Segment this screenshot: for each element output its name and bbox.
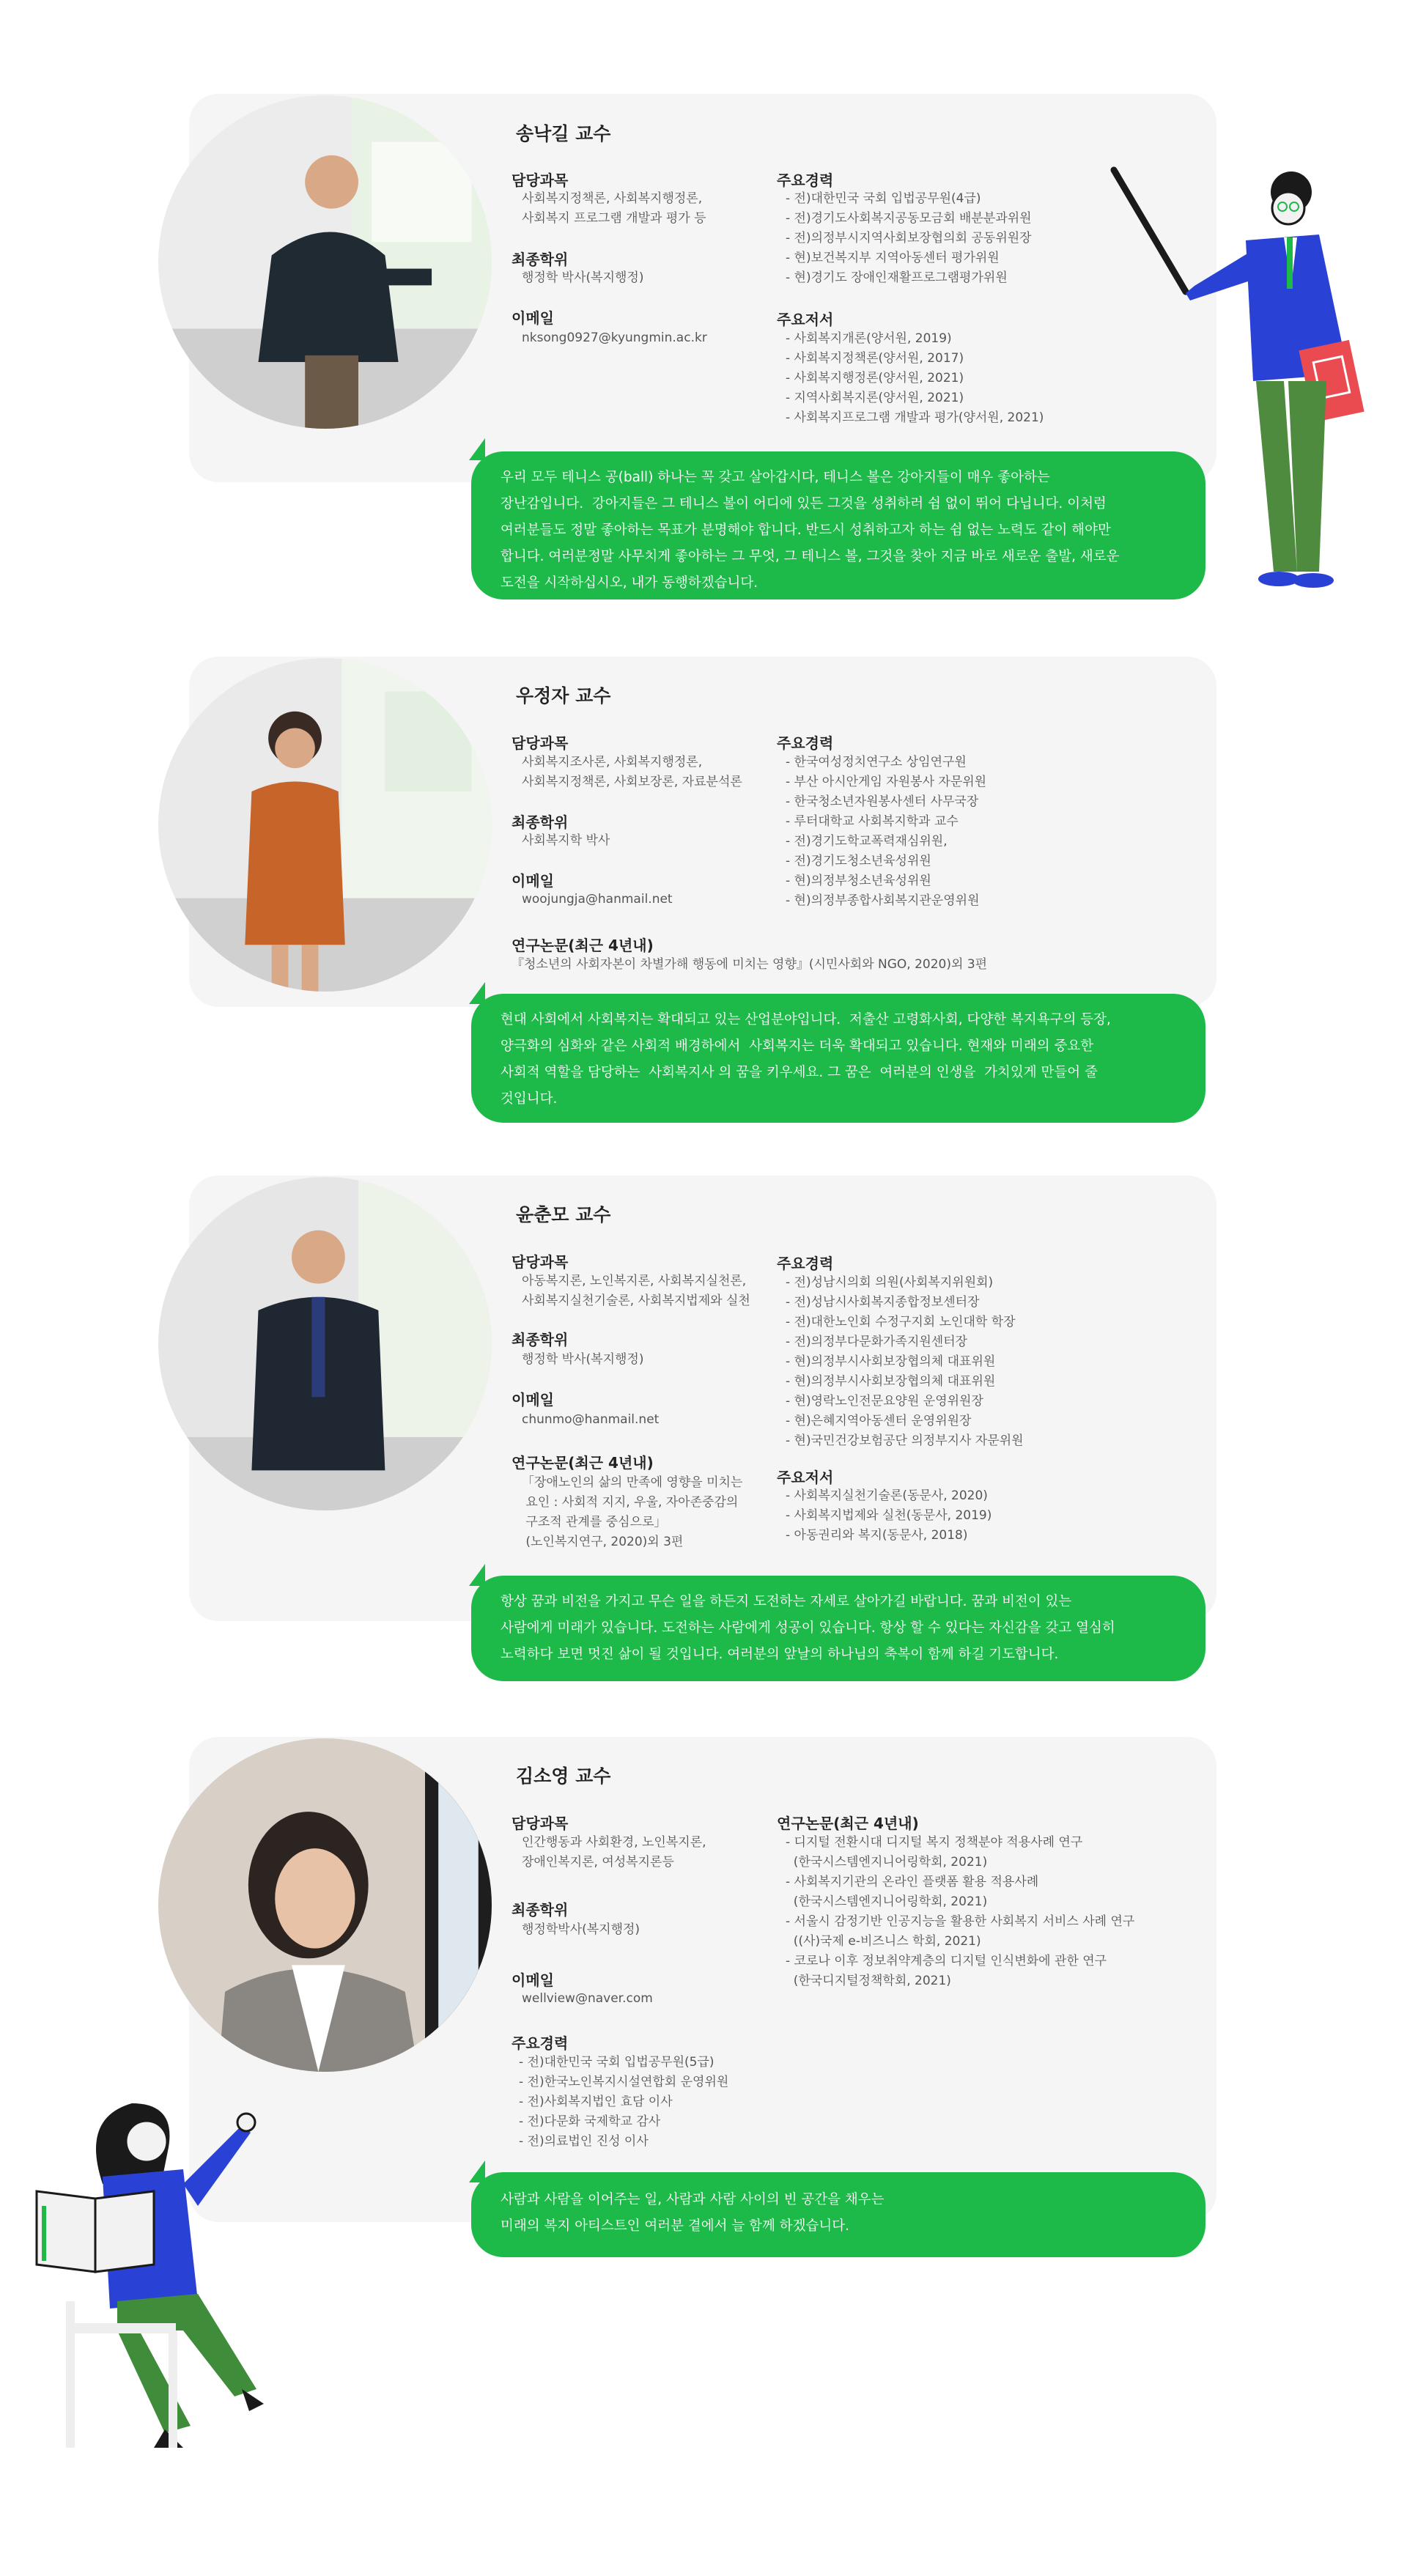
papers-text-3: 「장애노인의 삶의 만족에 영향을 미치는 요인 : 사회적 지지, 우울, 자아존중감의 구조적 관계를 중심으로」 (노인복지연구, 2020)외 3편 bbox=[522, 1475, 743, 1549]
degree-title-3: 최종학위 bbox=[512, 1331, 569, 1348]
email-title-2: 이메일 bbox=[512, 872, 554, 890]
career-text-2: - 한국여성정치연구소 상임연구원 - 부산 아시안게임 자원봉사 자문위원 - 한국청소년자원봉사센터 사무국장 - 루터대학교 사회복지학과 교수 - 전)경기도학교폭력재심위원, - 전)경기도청소년육성위원 - 현)의정부청소년육성위원 - 현)의정부종합사회복지관운영위원 bbox=[786, 755, 987, 908]
books-text-1: - 사회복지개론(양서원, 2019) - 사회복지정책론(양서원, 2017) - 사회복지행정론(양서원, 2021) - 지역사회복지론(양서원, 2021) - 사회복지프로그램 개발과 평가(양서원, 2021) bbox=[786, 331, 1044, 425]
books-text-3: - 사회복지실천기술론(동문사, 2020) - 사회복지법제와 실천(동문사, 2019) - 아동권리와 복지(동문사, 2018) bbox=[786, 1488, 992, 1543]
papers-text-2: 『청소년의 사회자본이 차별가해 행동에 미치는 영향』(시민사회와 NGO, 2020)외 3편 bbox=[512, 957, 988, 972]
professor-photo-2 bbox=[158, 658, 492, 992]
professor-name-1: 송낙길 교수 bbox=[516, 123, 611, 144]
career-title-2: 주요경력 bbox=[777, 734, 834, 752]
subjects-title-1: 담당과목 bbox=[512, 171, 569, 189]
career-title-4: 주요경력 bbox=[512, 2034, 569, 2052]
message-bubble-3: 항상 꿈과 비전을 가지고 무슨 일을 하든지 도전하는 자세로 살아가길 바랍니다. 꿈과 비전이 있는 사람에게 미래가 있습니다. 도전하는 사람에게 성공이 있습니다. 항상 할 수 있다는 자신감을 갖고 열심히 노력하다 보면 멋진 삶이 될 것입니다. 여러분의 앞날의 하나님의 축복이 함께 하길 기도합니다. bbox=[471, 1576, 1205, 1681]
papers-text-4: - 디지털 전환시대 디지털 복지 정책분야 적용사례 연구 (한국시스템엔지니어링학회, 2021) - 사회복지기관의 온라인 플랫폼 활용 적용사례 (한국시스템엔지니어링학회, 2021) - 서울시 감정기반 인공지능을 활용한 사회복지 서비스 사례 연구 ((사)국제 e-비즈니스 학회, 2021) - 코로나 이후 정보취약계층의 디지털 인식변화에 관한 연구 (한국디지털정책학회, 2021) bbox=[786, 1835, 1135, 1988]
message-bubble-2: 현대 사회에서 사회복지는 확대되고 있는 산업분야입니다. 저출산 고령화사회, 다양한 복지욕구의 등장, 양극화의 심화와 같은 사회적 배경하에서 사회복지는 더욱 확대되고 있습니다. 현재와 미래의 중요한 사회적 역할을 담당하는 사회복지사 의 꿈을 키우세요. 그 꿈은 여러분의 인생을 가치있게 만들어 줄 것입니다. bbox=[471, 994, 1205, 1123]
papers-title-4: 연구논문(최근 4년내) bbox=[777, 1815, 919, 1832]
degree-text-4: 행정학박사(복지행정) bbox=[522, 1922, 640, 1937]
professor-photo-1 bbox=[158, 95, 492, 429]
subjects-title-3: 담당과목 bbox=[512, 1253, 569, 1271]
email-link-4[interactable]: wellview@naver.com bbox=[522, 1991, 653, 2006]
books-title-3: 주요저서 bbox=[777, 1469, 834, 1486]
email-link-1[interactable]: nksong0927@kyungmin.ac.kr bbox=[522, 331, 707, 345]
email-title-3: 이메일 bbox=[512, 1391, 554, 1409]
degree-title-4: 최종학위 bbox=[512, 1901, 569, 1919]
subjects-text-3: 아동복지론, 노인복지론, 사회복지실천론, 사회복지실천기술론, 사회복지법제와 실천 bbox=[522, 1274, 750, 1308]
message-bubble-4: 사람과 사람을 이어주는 일, 사람과 사람 사이의 빈 공간을 채우는 미래의 복지 아티스트인 여러분 곁에서 늘 함께 하겠습니다. bbox=[471, 2172, 1205, 2257]
degree-title-1: 최종학위 bbox=[512, 251, 569, 268]
papers-title-3: 연구논문(최근 4년내) bbox=[512, 1454, 654, 1472]
teacher-pointer-illustration bbox=[1099, 161, 1392, 601]
degree-title-2: 최종학위 bbox=[512, 813, 569, 831]
career-text-3: - 전)성남시의회 의원(사회복지위원회) - 전)성남시사회복지종합정보센터장 - 전)대한노인회 수정구지회 노인대학 학장 - 전)의정부다문화가족지원센터장 - 현)의정부시사회보장협의체 대표위원 - 현)의정부시사회보장협의체 대표위원 - 현)영락노인전문요양원 운영위원장 - 현)은혜지역아동센터 운영위원장 - 현)국민건강보험공단 의정부지사 자문위원 bbox=[786, 1275, 1024, 1448]
professor-name-2: 우정자 교수 bbox=[516, 685, 611, 706]
professor-name-4: 김소영 교수 bbox=[516, 1765, 611, 1787]
books-title-1: 주요저서 bbox=[777, 311, 834, 328]
degree-text-1: 행정학 박사(복지행정) bbox=[522, 270, 644, 285]
professor-photo-4 bbox=[158, 1738, 492, 2072]
papers-title-2: 연구논문(최근 4년내) bbox=[512, 937, 654, 954]
bubble-tail-1 bbox=[469, 438, 485, 460]
email-title-4: 이메일 bbox=[512, 1971, 554, 1989]
email-link-3[interactable]: chunmo@hanmail.net bbox=[522, 1412, 660, 1427]
subjects-text-2: 사회복지조사론, 사회복지행정론, 사회복지정책론, 사회보장론, 자료분석론 bbox=[522, 755, 742, 789]
career-title-3: 주요경력 bbox=[777, 1255, 834, 1272]
career-text-1: - 전)대한민국 국회 입법공무원(4급) - 전)경기도사회복지공동모금회 배분분과위원 - 전)의정부시지역사회보장협의회 공동위원장 - 현)보건복지부 지역아동센터 평가위원 - 현)경기도 장애인재활프로그램평가위원 bbox=[786, 191, 1032, 285]
degree-text-3: 행정학 박사(복지행정) bbox=[522, 1352, 644, 1367]
professor-photo-3 bbox=[158, 1177, 492, 1510]
career-title-1: 주요경력 bbox=[777, 171, 834, 189]
subjects-text-4: 인간행동과 사회환경, 노인복지론, 장애인복지론, 여성복지론등 bbox=[522, 1835, 706, 1870]
subjects-text-1: 사회복지정책론, 사회복지행정론, 사회복지 프로그램 개발과 평가 등 bbox=[522, 191, 706, 226]
subjects-title-4: 담당과목 bbox=[512, 1815, 569, 1832]
message-bubble-1: 우리 모두 테니스 공(ball) 하나는 꼭 갖고 살아갑시다, 테니스 볼은 강아지들이 매우 좋아하는 장난감입니다. 강아지들은 그 테니스 볼이 어디에 있든 그것을 성취하러 쉼 없이 뛰어 다닙니다. 이처럼 여러분들도 정말 좋아하는 목표가 분명해야 합니다. 반드시 성취하고자 하는 쉼 없는 노력도 같이 해야만 합니다. 여러분정말 사무치게 좋아하는 그 무엇, 그 테니스 볼, 그것을 찾아 지금 바로 새로운 출발, 새로운 도전을 시작하십시오, 내가 동행하겠습니다. bbox=[471, 451, 1205, 599]
email-link-2[interactable]: woojungja@hanmail.net bbox=[522, 892, 673, 907]
professor-name-3: 윤춘모 교수 bbox=[516, 1204, 611, 1225]
career-text-4: - 전)대한민국 국회 입법공무원(5급) - 전)한국노인복지시설연합회 운영위원 - 전)사회복지법인 효담 이사 - 전)다문화 국제학교 감사 - 전)의료법인 진성 이사 bbox=[519, 2055, 729, 2149]
subjects-title-2: 담당과목 bbox=[512, 734, 569, 752]
name-highlight-1 bbox=[512, 119, 615, 146]
reader-illustration bbox=[22, 2081, 315, 2462]
email-title-1: 이메일 bbox=[512, 309, 554, 327]
degree-text-2: 사회복지학 박사 bbox=[522, 833, 610, 848]
